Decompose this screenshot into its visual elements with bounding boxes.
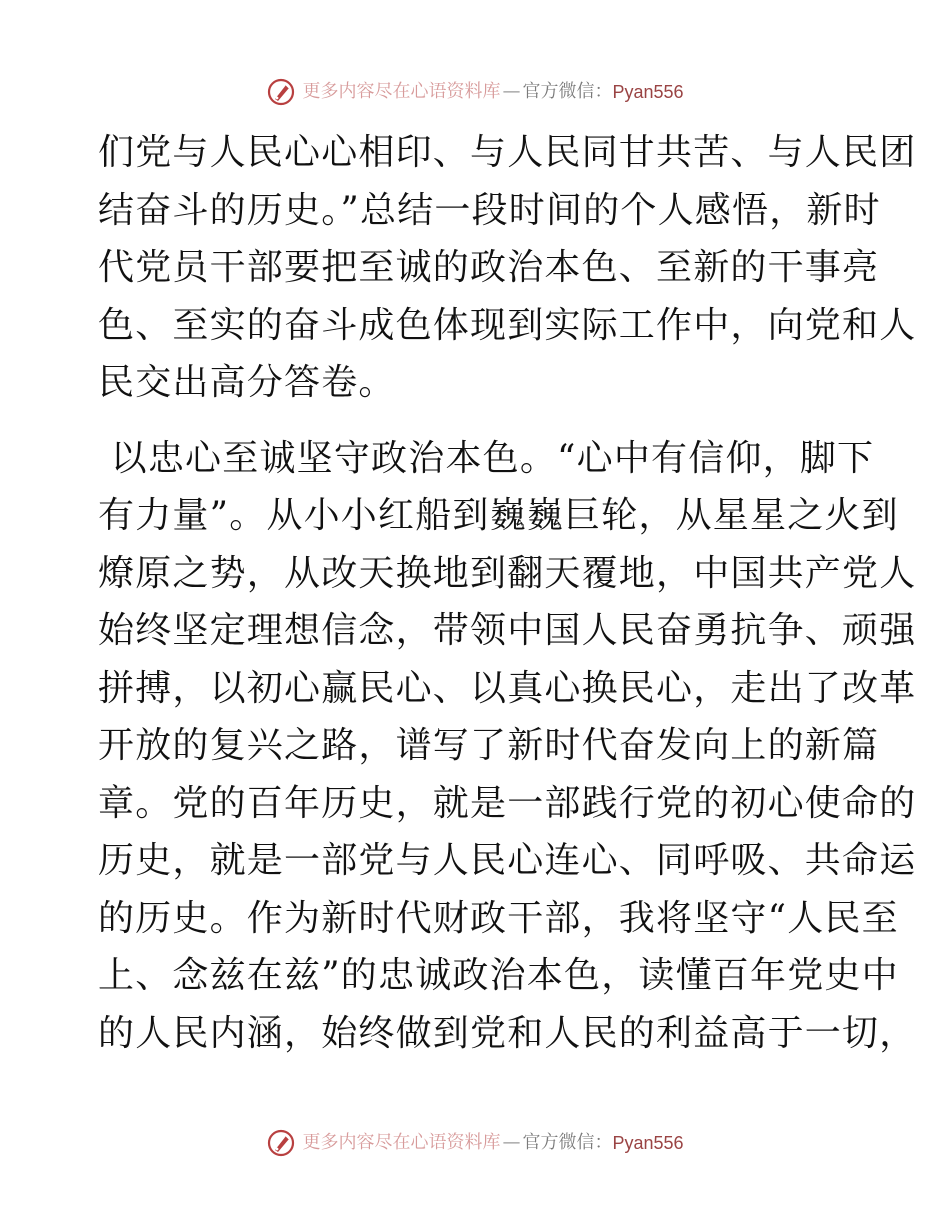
document-body — [98, 124, 917, 1062]
text-line: 色、至实的奋斗成色体现到实际工作中，向党和人 — [98, 304, 917, 346]
paragraph-1 — [98, 124, 917, 412]
header-banner — [0, 77, 950, 107]
text-line: 以忠心至诚坚守政治本色。“心中有信仰，脚下 — [98, 437, 875, 479]
text-line: 章。党的百年历史，就是一部践行党的初心使命的 — [98, 782, 917, 824]
banner-main-text: 更多内容尽在心语资料库 — [302, 1132, 501, 1153]
banner-text — [302, 1131, 683, 1155]
banner-wechat-label: 官方微信： — [522, 1132, 613, 1153]
banner-dash: — — [502, 81, 521, 102]
text-line: 们党与人民心心相印、与人民同甘共苦、与人民团 — [98, 132, 917, 173]
banner-main-text: 更多内容尽在心语资料库 — [302, 81, 501, 102]
text-line: 有力量”。从小小红船到巍巍巨轮，从星星之火到 — [98, 495, 899, 536]
text-line: 结奋斗的历史。”总结一段时间的个人感悟，新时 — [98, 189, 881, 231]
text-line: 历史，就是一部党与人民心连心、同呼吸、共命运 — [98, 840, 917, 881]
banner-dash: — — [502, 1132, 521, 1153]
text-line: 燎原之势，从改天换地到翻天覆地，中国共产党人 — [98, 552, 917, 594]
text-line: 的历史。作为新时代财政干部，我将坚守“人民至 — [98, 897, 899, 939]
logo-icon — [266, 77, 296, 107]
footer-banner — [0, 1128, 950, 1158]
text-line: 拼搏，以初心赢民心、以真心换民心，走出了改革 — [98, 667, 917, 709]
text-line: 开放的复兴之路，谱写了新时代奋发向上的新篇 — [98, 725, 880, 766]
paragraph-2 — [98, 430, 917, 1063]
text-line: 始终坚定理想信念，带领中国人民奋勇抗争、顽强 — [98, 610, 917, 651]
text-line: 的人民内涵，始终做到党和人民的利益高于一切， — [98, 1012, 917, 1054]
banner-text — [302, 80, 683, 104]
text-line: 代党员干部要把至诚的政治本色、至新的干事亮 — [98, 247, 880, 288]
text-line: 民交出高分答卷。 — [98, 362, 396, 403]
banner-wechat-label: 官方微信： — [522, 81, 613, 102]
banner-wechat-id: Pyan556 — [612, 1133, 684, 1153]
text-line: 上、念兹在兹”的忠诚政治本色，读懂百年党史中 — [98, 955, 899, 996]
logo-icon — [266, 1128, 296, 1158]
banner-wechat-id: Pyan556 — [612, 82, 684, 102]
